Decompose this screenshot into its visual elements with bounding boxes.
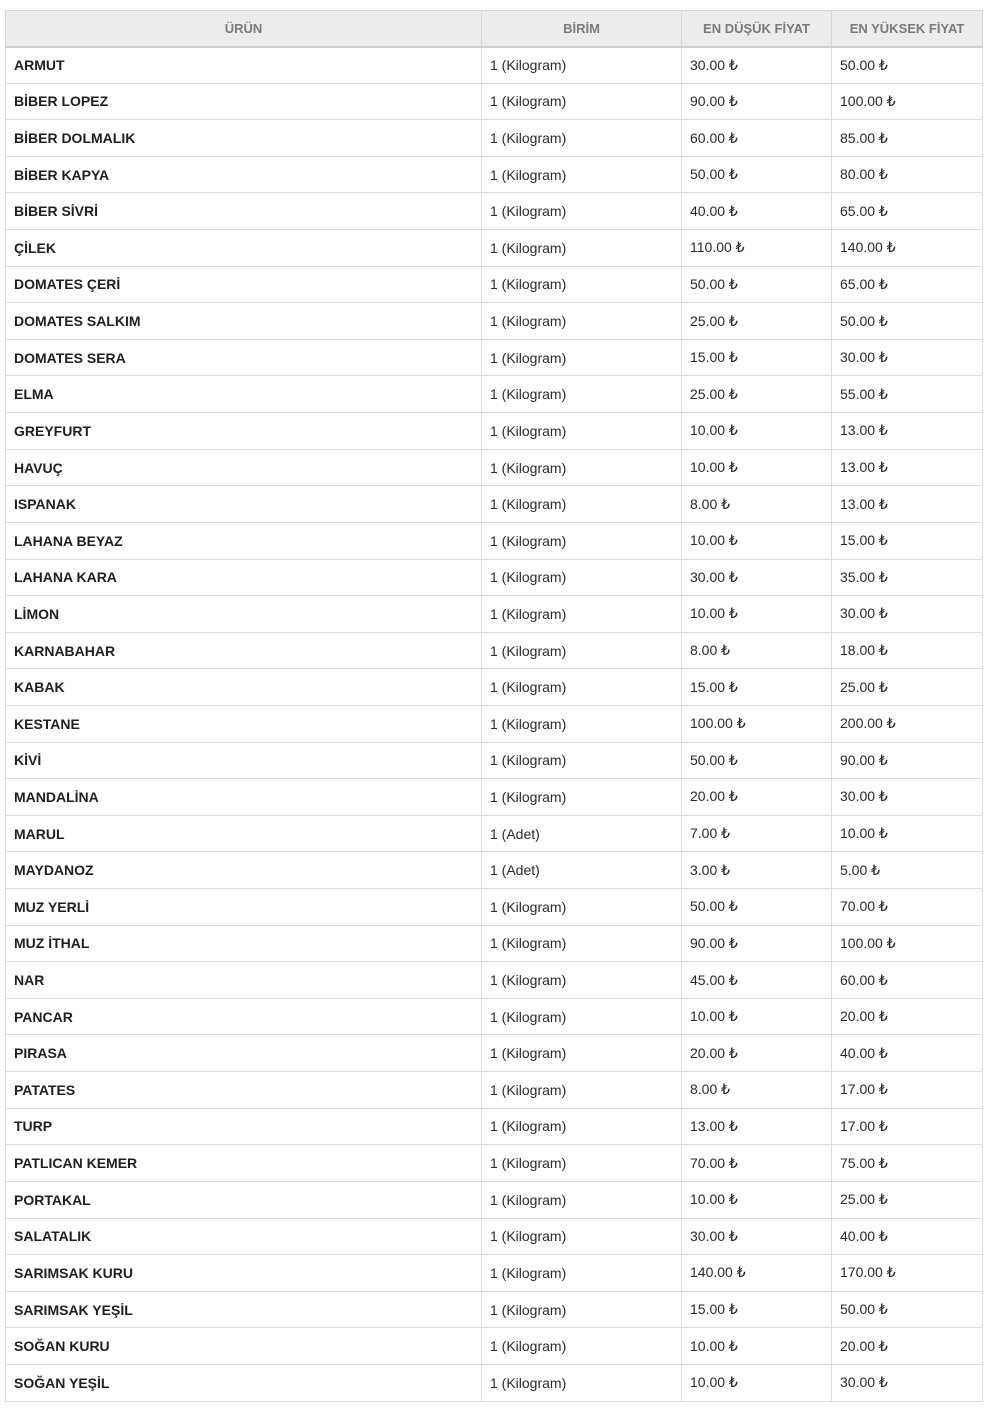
min-price: 140.00 ₺: [682, 1255, 832, 1292]
table-row: [6, 1218, 983, 1255]
max-price: 70.00 ₺: [832, 889, 983, 926]
table-row: [6, 998, 983, 1035]
table-row: [6, 1035, 983, 1072]
header-max-price: EN YÜKSEK FİYAT: [832, 11, 983, 47]
product-name: LİMON: [6, 596, 482, 633]
min-price: 110.00 ₺: [682, 230, 832, 267]
table-row: [6, 705, 983, 742]
product-unit: 1 (Kilogram): [482, 1218, 682, 1255]
min-price: 10.00 ₺: [682, 522, 832, 559]
max-price: 50.00 ₺: [832, 47, 983, 84]
product-unit: 1 (Kilogram): [482, 266, 682, 303]
max-price: 55.00 ₺: [832, 376, 983, 413]
table-row: [6, 815, 983, 852]
product-unit: 1 (Kilogram): [482, 669, 682, 706]
min-price: 25.00 ₺: [682, 303, 832, 340]
min-price: 15.00 ₺: [682, 1291, 832, 1328]
product-name: PATLICAN KEMER: [6, 1145, 482, 1182]
table-row: [6, 1145, 983, 1182]
table-row: [6, 779, 983, 816]
product-unit: 1 (Kilogram): [482, 596, 682, 633]
max-price: 13.00 ₺: [832, 413, 983, 450]
table-row: [6, 1255, 983, 1292]
product-name: MARUL: [6, 815, 482, 852]
product-unit: 1 (Kilogram): [482, 1364, 682, 1401]
min-price: 15.00 ₺: [682, 339, 832, 376]
min-price: 20.00 ₺: [682, 779, 832, 816]
max-price: 40.00 ₺: [832, 1035, 983, 1072]
min-price: 8.00 ₺: [682, 1072, 832, 1109]
max-price: 40.00 ₺: [832, 1218, 983, 1255]
table-row: [6, 449, 983, 486]
min-price: 10.00 ₺: [682, 449, 832, 486]
max-price: 5.00 ₺: [832, 852, 983, 889]
min-price: 10.00 ₺: [682, 1328, 832, 1365]
product-name: PIRASA: [6, 1035, 482, 1072]
product-name: SALATALIK: [6, 1218, 482, 1255]
table-header: [6, 11, 983, 47]
product-name: ISPANAK: [6, 486, 482, 523]
product-unit: 1 (Kilogram): [482, 1291, 682, 1328]
max-price: 35.00 ₺: [832, 559, 983, 596]
min-price: 10.00 ₺: [682, 998, 832, 1035]
max-price: 200.00 ₺: [832, 705, 983, 742]
product-unit: 1 (Kilogram): [482, 1145, 682, 1182]
product-name: SOĞAN KURU: [6, 1328, 482, 1365]
max-price: 75.00 ₺: [832, 1145, 983, 1182]
header-product: ÜRÜN: [6, 11, 482, 47]
product-name: GREYFURT: [6, 413, 482, 450]
product-unit: 1 (Adet): [482, 815, 682, 852]
product-unit: 1 (Kilogram): [482, 1181, 682, 1218]
min-price: 70.00 ₺: [682, 1145, 832, 1182]
product-name: KABAK: [6, 669, 482, 706]
product-name: KİVİ: [6, 742, 482, 779]
max-price: 90.00 ₺: [832, 742, 983, 779]
product-unit: 1 (Kilogram): [482, 705, 682, 742]
min-price: 40.00 ₺: [682, 193, 832, 230]
product-name: SOĞAN YEŞİL: [6, 1364, 482, 1401]
table-row: [6, 1181, 983, 1218]
table-row: [6, 559, 983, 596]
min-price: 50.00 ₺: [682, 156, 832, 193]
max-price: 65.00 ₺: [832, 266, 983, 303]
table-row: [6, 303, 983, 340]
table-row: [6, 522, 983, 559]
table-row: [6, 230, 983, 267]
min-price: 7.00 ₺: [682, 815, 832, 852]
product-name: KARNABAHAR: [6, 632, 482, 669]
min-price: 30.00 ₺: [682, 47, 832, 84]
product-unit: 1 (Kilogram): [482, 779, 682, 816]
header-unit: BİRİM: [482, 11, 682, 47]
min-price: 10.00 ₺: [682, 596, 832, 633]
table-row: [6, 632, 983, 669]
max-price: 10.00 ₺: [832, 815, 983, 852]
table-row: [6, 266, 983, 303]
max-price: 50.00 ₺: [832, 1291, 983, 1328]
max-price: 50.00 ₺: [832, 303, 983, 340]
product-name: SARIMSAK KURU: [6, 1255, 482, 1292]
min-price: 25.00 ₺: [682, 376, 832, 413]
table-row: [6, 413, 983, 450]
min-price: 90.00 ₺: [682, 83, 832, 120]
max-price: 140.00 ₺: [832, 230, 983, 267]
product-name: ARMUT: [6, 47, 482, 84]
product-unit: 1 (Kilogram): [482, 998, 682, 1035]
product-name: PORTAKAL: [6, 1181, 482, 1218]
product-unit: 1 (Kilogram): [482, 376, 682, 413]
table-row: [6, 486, 983, 523]
max-price: 17.00 ₺: [832, 1108, 983, 1145]
product-name: TURP: [6, 1108, 482, 1145]
max-price: 30.00 ₺: [832, 339, 983, 376]
product-name: DOMATES SERA: [6, 339, 482, 376]
product-name: NAR: [6, 962, 482, 999]
min-price: 8.00 ₺: [682, 632, 832, 669]
max-price: 100.00 ₺: [832, 83, 983, 120]
product-unit: 1 (Kilogram): [482, 742, 682, 779]
min-price: 50.00 ₺: [682, 266, 832, 303]
product-unit: 1 (Kilogram): [482, 1108, 682, 1145]
table-row: [6, 1108, 983, 1145]
max-price: 65.00 ₺: [832, 193, 983, 230]
product-unit: 1 (Kilogram): [482, 632, 682, 669]
table-row: [6, 1072, 983, 1109]
product-unit: 1 (Kilogram): [482, 1328, 682, 1365]
product-name: ELMA: [6, 376, 482, 413]
product-name: BİBER SİVRİ: [6, 193, 482, 230]
table-row: [6, 47, 983, 84]
max-price: 15.00 ₺: [832, 522, 983, 559]
product-name: MUZ İTHAL: [6, 925, 482, 962]
max-price: 13.00 ₺: [832, 486, 983, 523]
table-row: [6, 1364, 983, 1401]
min-price: 10.00 ₺: [682, 1364, 832, 1401]
min-price: 15.00 ₺: [682, 669, 832, 706]
product-unit: 1 (Kilogram): [482, 156, 682, 193]
header-row: [6, 11, 983, 47]
table-row: [6, 376, 983, 413]
max-price: 13.00 ₺: [832, 449, 983, 486]
min-price: 45.00 ₺: [682, 962, 832, 999]
table-row: [6, 120, 983, 157]
product-name: PATATES: [6, 1072, 482, 1109]
product-unit: 1 (Kilogram): [482, 120, 682, 157]
max-price: 30.00 ₺: [832, 596, 983, 633]
product-unit: 1 (Kilogram): [482, 1255, 682, 1292]
table-row: [6, 852, 983, 889]
max-price: 25.00 ₺: [832, 669, 983, 706]
product-unit: 1 (Kilogram): [482, 47, 682, 84]
product-unit: 1 (Kilogram): [482, 193, 682, 230]
min-price: 13.00 ₺: [682, 1108, 832, 1145]
table-row: [6, 193, 983, 230]
table-body: [6, 47, 983, 1402]
min-price: 90.00 ₺: [682, 925, 832, 962]
min-price: 30.00 ₺: [682, 559, 832, 596]
max-price: 17.00 ₺: [832, 1072, 983, 1109]
max-price: 18.00 ₺: [832, 632, 983, 669]
table-row: [6, 156, 983, 193]
product-unit: 1 (Adet): [482, 852, 682, 889]
product-unit: 1 (Kilogram): [482, 962, 682, 999]
product-name: ÇİLEK: [6, 230, 482, 267]
max-price: 30.00 ₺: [832, 1364, 983, 1401]
price-table: [5, 10, 983, 1402]
min-price: 60.00 ₺: [682, 120, 832, 157]
product-name: BİBER LOPEZ: [6, 83, 482, 120]
min-price: 8.00 ₺: [682, 486, 832, 523]
product-unit: 1 (Kilogram): [482, 230, 682, 267]
product-unit: 1 (Kilogram): [482, 559, 682, 596]
max-price: 60.00 ₺: [832, 962, 983, 999]
table-row: [6, 962, 983, 999]
table-row: [6, 889, 983, 926]
table-row: [6, 742, 983, 779]
product-name: LAHANA KARA: [6, 559, 482, 596]
product-unit: 1 (Kilogram): [482, 486, 682, 523]
table-row: [6, 925, 983, 962]
min-price: 10.00 ₺: [682, 413, 832, 450]
product-unit: 1 (Kilogram): [482, 889, 682, 926]
table-row: [6, 1291, 983, 1328]
product-name: MANDALİNA: [6, 779, 482, 816]
max-price: 30.00 ₺: [832, 779, 983, 816]
table-row: [6, 669, 983, 706]
product-name: LAHANA BEYAZ: [6, 522, 482, 559]
table-row: [6, 1328, 983, 1365]
product-unit: 1 (Kilogram): [482, 339, 682, 376]
min-price: 30.00 ₺: [682, 1218, 832, 1255]
price-table-container: [5, 10, 982, 1402]
min-price: 50.00 ₺: [682, 889, 832, 926]
min-price: 20.00 ₺: [682, 1035, 832, 1072]
product-name: DOMATES SALKIM: [6, 303, 482, 340]
product-name: MUZ YERLİ: [6, 889, 482, 926]
table-row: [6, 339, 983, 376]
product-name: DOMATES ÇERİ: [6, 266, 482, 303]
min-price: 10.00 ₺: [682, 1181, 832, 1218]
product-name: PANCAR: [6, 998, 482, 1035]
table-row: [6, 596, 983, 633]
product-unit: 1 (Kilogram): [482, 925, 682, 962]
product-name: KESTANE: [6, 705, 482, 742]
product-name: HAVUÇ: [6, 449, 482, 486]
max-price: 85.00 ₺: [832, 120, 983, 157]
product-name: BİBER DOLMALIK: [6, 120, 482, 157]
max-price: 25.00 ₺: [832, 1181, 983, 1218]
product-unit: 1 (Kilogram): [482, 413, 682, 450]
product-unit: 1 (Kilogram): [482, 1072, 682, 1109]
max-price: 100.00 ₺: [832, 925, 983, 962]
product-name: SARIMSAK YEŞİL: [6, 1291, 482, 1328]
product-name: MAYDANOZ: [6, 852, 482, 889]
table-row: [6, 83, 983, 120]
min-price: 50.00 ₺: [682, 742, 832, 779]
product-unit: 1 (Kilogram): [482, 522, 682, 559]
product-unit: 1 (Kilogram): [482, 1035, 682, 1072]
max-price: 80.00 ₺: [832, 156, 983, 193]
product-unit: 1 (Kilogram): [482, 449, 682, 486]
header-min-price: EN DÜŞÜK FİYAT: [682, 11, 832, 47]
product-unit: 1 (Kilogram): [482, 83, 682, 120]
product-unit: 1 (Kilogram): [482, 303, 682, 340]
product-name: BİBER KAPYA: [6, 156, 482, 193]
max-price: 20.00 ₺: [832, 1328, 983, 1365]
max-price: 170.00 ₺: [832, 1255, 983, 1292]
min-price: 3.00 ₺: [682, 852, 832, 889]
max-price: 20.00 ₺: [832, 998, 983, 1035]
min-price: 100.00 ₺: [682, 705, 832, 742]
